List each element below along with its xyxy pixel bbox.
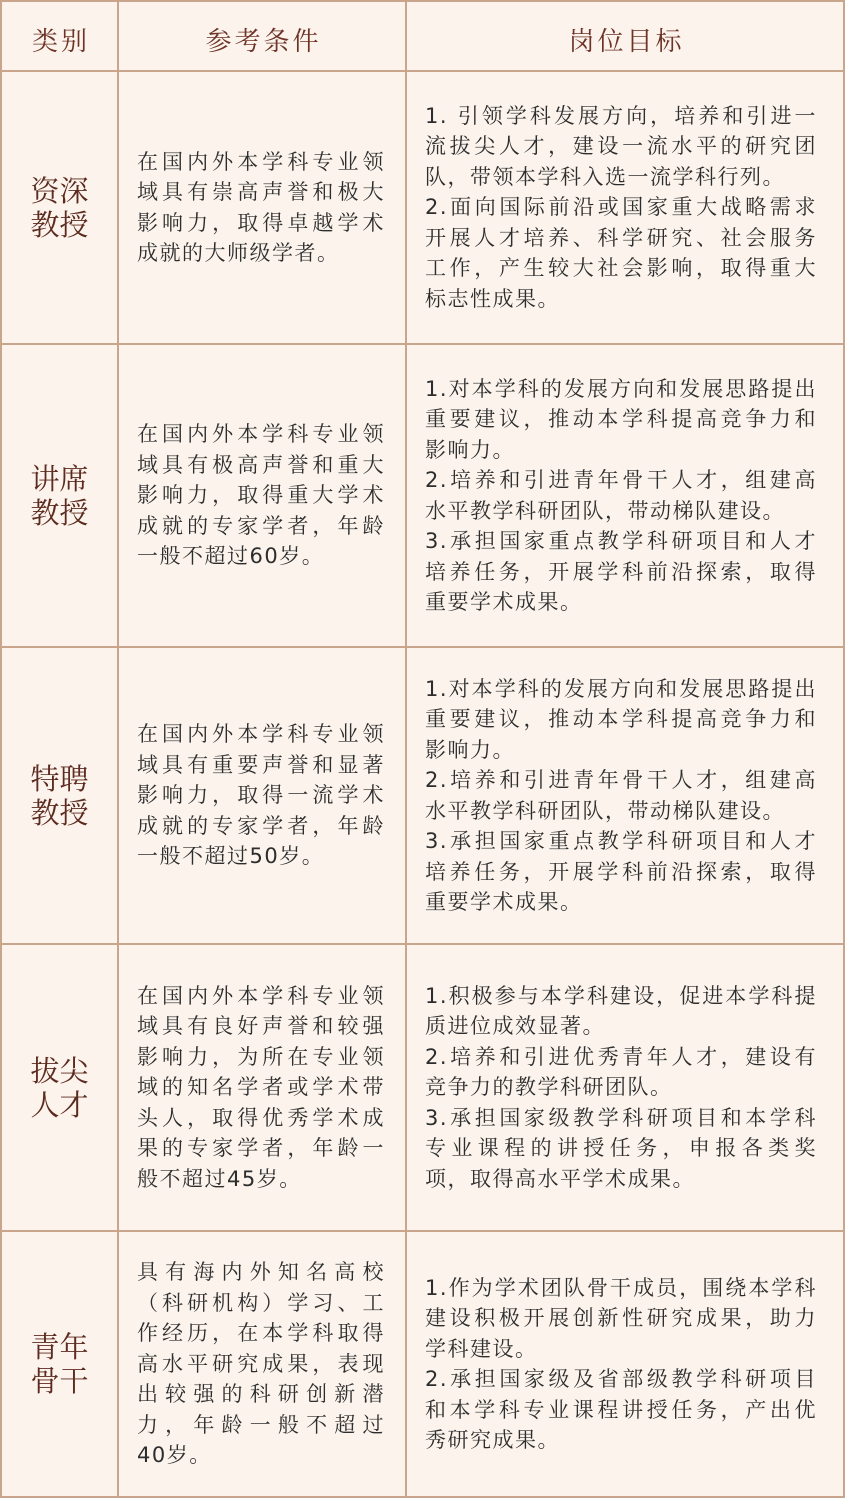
condition-line: 般不超过45岁。 bbox=[137, 1166, 302, 1191]
condition-line: （科研机构）学习、工 bbox=[137, 1290, 385, 1315]
category-label bbox=[30, 462, 88, 530]
goal-line: 3.承担国家重点教学科研项目和人才 bbox=[425, 829, 817, 853]
condition-line: 一般不超过50岁。 bbox=[137, 844, 325, 869]
category-label bbox=[30, 762, 88, 830]
condition-line: 成就的专家学者，年龄 bbox=[137, 513, 385, 538]
goals-cell bbox=[407, 72, 843, 343]
header-goals-label: 岗位目标 bbox=[568, 26, 685, 57]
goal-line: 项，取得高水平学术成果。 bbox=[425, 1166, 695, 1191]
conditions-cell bbox=[119, 945, 405, 1230]
conditions-cell bbox=[119, 72, 405, 343]
condition-line: 域具有崇高声誉和极大 bbox=[137, 180, 385, 204]
goal-item bbox=[425, 526, 817, 618]
goal-item bbox=[425, 374, 817, 466]
goal-line: 队，带领本学科入选一流学科行列。 bbox=[425, 164, 785, 189]
goal-line: 重要建议，推动本学科提高竞争力和 bbox=[425, 407, 817, 431]
goal-line: 影响力。 bbox=[425, 737, 515, 762]
header-category bbox=[2, 2, 117, 70]
conditions-cell bbox=[119, 648, 405, 943]
condition-line: 影响力，取得一流学术 bbox=[137, 783, 385, 808]
goal-item bbox=[425, 465, 817, 526]
category-cell bbox=[2, 72, 117, 343]
goal-line: 重要建议，推动本学科提高竞争力和 bbox=[425, 707, 817, 731]
condition-line: 影响力，取得卓越学术 bbox=[137, 210, 385, 235]
condition-line: 影响力，为所在专业领 bbox=[137, 1044, 385, 1069]
goal-line: 竞争力的教学科研团队。 bbox=[425, 1075, 673, 1100]
goal-line: 3.承担国家重点教学科研项目和人才 bbox=[425, 529, 817, 553]
goal-item bbox=[425, 1273, 817, 1365]
goal-line: 质进位成效显著。 bbox=[425, 1014, 605, 1039]
condition-line: 出较强的科研创新潜 bbox=[137, 1382, 385, 1407]
category-label-line: 教授 bbox=[30, 795, 89, 830]
goal-line: 2.承担国家级及省部级教学科研项目 bbox=[425, 1367, 817, 1391]
conditions-cell bbox=[119, 345, 405, 646]
goal-line: 2.培养和引进优秀青年人才，建设有 bbox=[425, 1044, 817, 1069]
goal-line: 流拔尖人才，建设一流水平的研究团 bbox=[425, 134, 817, 159]
condition-line: 在国内外本学科专业领 bbox=[137, 983, 385, 1008]
goal-line: 1.作为学术团队骨干成员，围绕本学科 bbox=[425, 1275, 817, 1300]
condition-line: 域的知名学者或学术带 bbox=[137, 1075, 385, 1100]
goal-item bbox=[425, 1042, 817, 1103]
condition-line: 在国内外本学科专业领 bbox=[137, 722, 385, 747]
goal-line: 水平教学科研团队，带动梯队建设。 bbox=[425, 498, 785, 523]
conditions-text bbox=[137, 1257, 385, 1471]
conditions-text bbox=[137, 981, 385, 1195]
goal-line: 重要学术成果。 bbox=[425, 890, 583, 914]
condition-line: 在国内外本学科专业领 bbox=[137, 422, 385, 447]
condition-line: 影响力，取得重大学术 bbox=[137, 483, 385, 508]
goal-item bbox=[425, 1364, 817, 1456]
category-cell bbox=[2, 648, 117, 943]
header-conditions bbox=[119, 2, 405, 70]
category-label-line: 特聘 bbox=[30, 761, 89, 796]
goal-line: 2.培养和引进青年骨干人才，组建高 bbox=[425, 468, 817, 492]
goal-line: 和本学科专业课程讲授任务，产出优 bbox=[425, 1397, 817, 1422]
condition-line: 头人，取得优秀学术成 bbox=[137, 1105, 385, 1130]
condition-line: 域具有极高声誉和重大 bbox=[137, 452, 385, 477]
goal-line: 2.培养和引进青年骨干人才，组建高 bbox=[425, 768, 817, 792]
goal-item bbox=[425, 981, 817, 1042]
goal-line: 1.积极参与本学科建设，促进本学科提 bbox=[425, 983, 817, 1008]
goal-line: 建设积极开展创新性研究成果，助力 bbox=[425, 1306, 817, 1330]
goal-line: 专业课程的讲授任务，申报各类奖 bbox=[425, 1136, 817, 1161]
goal-line: 1.对本学科的发展方向和发展思路提出 bbox=[425, 676, 817, 701]
goals-cell bbox=[407, 345, 843, 646]
goals-cell bbox=[407, 945, 843, 1230]
condition-line: 成就的专家学者，年龄 bbox=[137, 813, 385, 838]
goal-line: 秀研究成果。 bbox=[425, 1428, 560, 1452]
goal-item bbox=[425, 1103, 817, 1195]
category-label bbox=[30, 1330, 88, 1398]
condition-line: 作经历，在本学科取得 bbox=[137, 1321, 385, 1346]
goal-line: 1.对本学科的发展方向和发展思路提出 bbox=[425, 376, 817, 401]
goal-line: 影响力。 bbox=[425, 437, 515, 462]
category-label-line: 人才 bbox=[30, 1087, 89, 1122]
goal-line: 学科建设。 bbox=[425, 1336, 538, 1361]
category-label-line: 骨干 bbox=[30, 1364, 89, 1398]
header-goals bbox=[407, 2, 843, 70]
condition-line: 域具有重要声誉和显著 bbox=[137, 752, 385, 777]
goal-item bbox=[425, 765, 817, 826]
goals-cell bbox=[407, 1232, 843, 1496]
condition-line: 成就的大师级学者。 bbox=[137, 241, 340, 265]
goal-line: 水平教学科研团队，带动梯队建设。 bbox=[425, 798, 785, 823]
goal-line: 工作，产生较大社会影响，取得重大 bbox=[425, 256, 817, 281]
condition-line: 果的专家学者，年龄一 bbox=[137, 1136, 385, 1161]
conditions-text bbox=[137, 719, 385, 872]
category-label-line: 青年 bbox=[30, 1330, 89, 1364]
condition-line: 力，年龄一般不超过 bbox=[137, 1412, 385, 1437]
category-cell bbox=[2, 945, 117, 1230]
category-label bbox=[30, 1054, 88, 1122]
goal-line: 3.承担国家级教学科研项目和本学科 bbox=[425, 1105, 817, 1130]
goal-line: 标志性成果。 bbox=[425, 286, 560, 311]
goal-line: 重要学术成果。 bbox=[425, 590, 583, 614]
conditions-cell bbox=[119, 1232, 405, 1496]
goal-line: 2.面向国际前沿或国家重大战略需求 bbox=[425, 195, 817, 220]
header-conditions-label: 参考条件 bbox=[205, 26, 322, 57]
category-label-line: 教授 bbox=[30, 207, 89, 242]
category-label bbox=[30, 174, 88, 242]
goal-line: 培养任务，开展学科前沿探索，取得 bbox=[425, 859, 817, 884]
conditions-text bbox=[137, 419, 385, 572]
category-label-line: 讲席 bbox=[30, 461, 89, 496]
condition-line: 具有海内外知名高校 bbox=[137, 1260, 385, 1285]
header-category-label: 类别 bbox=[31, 26, 90, 57]
category-label-line: 资深 bbox=[30, 173, 89, 208]
category-cell bbox=[2, 345, 117, 646]
goal-item bbox=[425, 826, 817, 918]
conditions-text bbox=[137, 147, 385, 269]
goal-item bbox=[425, 674, 817, 766]
category-label-line: 拔尖 bbox=[30, 1053, 89, 1088]
condition-line: 域具有良好声誉和较强 bbox=[137, 1014, 385, 1039]
category-cell bbox=[2, 1232, 117, 1496]
category-label-line: 教授 bbox=[30, 495, 89, 530]
condition-line: 一般不超过60岁。 bbox=[137, 544, 325, 569]
condition-line: 40岁。 bbox=[137, 1443, 212, 1468]
goal-line: 开展人才培养、科学研究、社会服务 bbox=[425, 225, 817, 250]
goal-item bbox=[425, 192, 817, 314]
goal-item bbox=[425, 101, 817, 193]
goals-cell bbox=[407, 648, 843, 943]
condition-line: 在国内外本学科专业领 bbox=[137, 149, 385, 174]
condition-line: 高水平研究成果，表现 bbox=[137, 1351, 385, 1376]
goal-line: 1. 引领学科发展方向，培养和引进一 bbox=[425, 103, 817, 128]
goal-line: 培养任务，开展学科前沿探索，取得 bbox=[425, 559, 817, 584]
